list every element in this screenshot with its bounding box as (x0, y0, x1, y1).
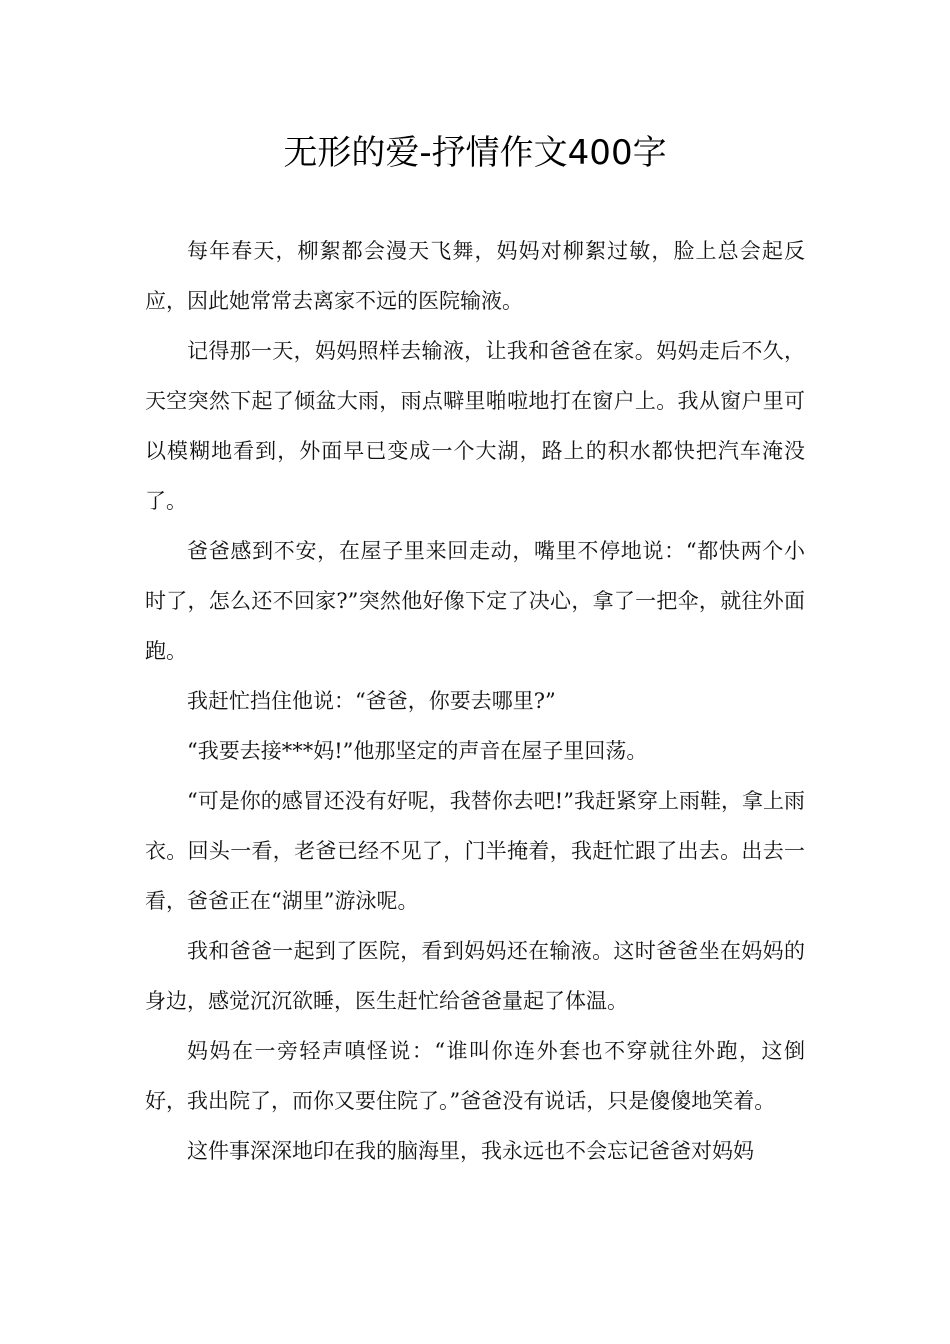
paragraph: 记得那一天，妈妈照样去输液，让我和爸爸在家。妈妈走后不久，天空突然下起了倾盆大雨，雨点噼里啪啦地打在窗户上。我从窗户里可以模糊地看到，外面早已变成一个大湖，路上的积水都快把汽车淹没了。 (145, 339, 805, 513)
paragraph: 这件事深深地印在我的脑海里，我永远也不会忘记爸爸对妈妈 (187, 1139, 754, 1163)
paragraph: 爸爸感到不安，在屋子里来回走动，嘴里不停地说：“都快两个小时了，怎么还不回家?”突然他好像下定了决心，拿了一把伞，就往外面跑。 (145, 539, 805, 663)
paragraph: “我要去接***妈!”他那坚定的声音在屋子里回荡。 (187, 739, 648, 763)
paragraph: 我赶忙挡住他说：“爸爸，你要去哪里?” (187, 689, 556, 713)
paragraph: 我和爸爸一起到了医院，看到妈妈还在输液。这时爸爸坐在妈妈的身边，感觉沉沉欲睡，医生赶忙给爸爸量起了体温。 (145, 939, 805, 1013)
paragraph: “可是你的感冒还没有好呢，我替你去吧!”我赶紧穿上雨鞋，拿上雨衣。回头一看，老爸已经不见了，门半掩着，我赶忙跟了出去。出去一看，爸爸正在“湖里”游泳呢。 (145, 789, 805, 913)
paragraph: 每年春天，柳絮都会漫天飞舞，妈妈对柳絮过敏，脸上总会起反应，因此她常常去离家不远的医院输液。 (145, 239, 805, 313)
document-title: 无形的爱-抒情作文400字 (283, 133, 667, 173)
paragraph: 妈妈在一旁轻声嗔怪说：“谁叫你连外套也不穿就往外跑，这倒好，我出院了，而你又要住院了。”爸爸没有说话，只是傻傻地笑着。 (145, 1039, 805, 1113)
document-body (145, 226, 805, 1176)
